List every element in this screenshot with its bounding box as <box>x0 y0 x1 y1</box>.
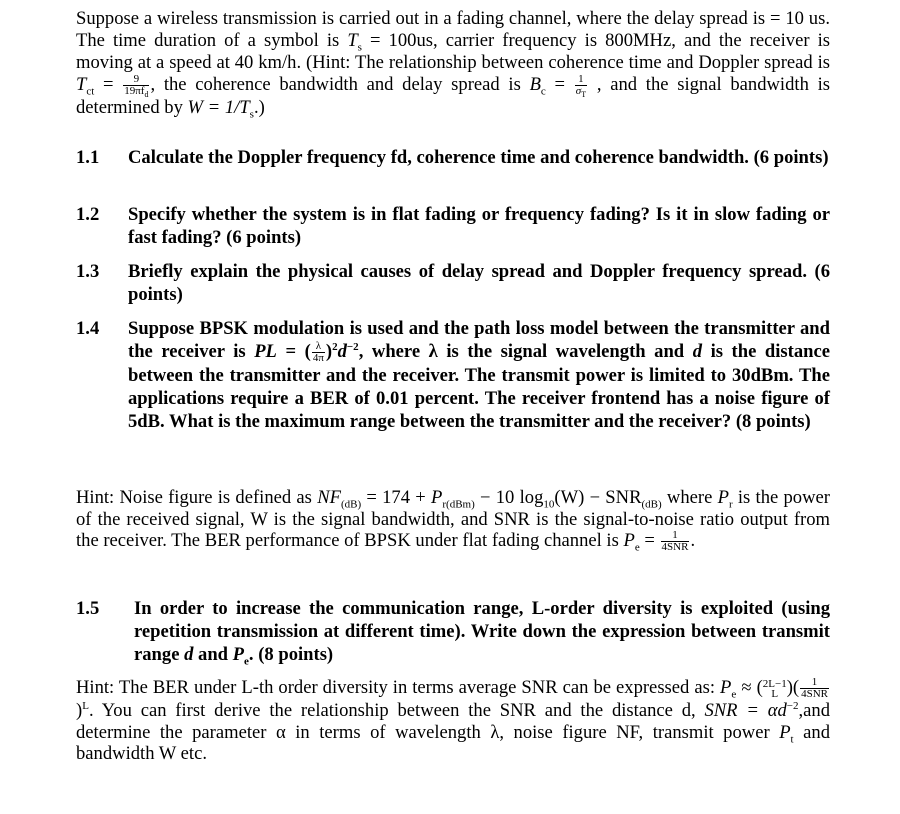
symbol-pr: P <box>431 487 443 508</box>
question-text <box>128 317 830 433</box>
symbol-pt: P <box>779 721 791 743</box>
equals-sign: = <box>94 74 123 95</box>
pl-exponent-2: −2 <box>346 340 359 353</box>
pathloss-fraction-num: λ <box>312 341 325 353</box>
hint1-prefix: Hint: Noise figure is defined as <box>76 487 318 508</box>
symbol-d: d <box>692 341 703 362</box>
fraction2-numerator: 1 <box>575 74 587 86</box>
symbol-pr-sub: r(dBm) <box>442 498 475 511</box>
symbol-pe-sub: e <box>634 541 640 554</box>
symbol-ts-sub: s <box>357 41 362 54</box>
symbol-pe-hint2: P <box>720 677 732 698</box>
symbol-ts-value: = 100us <box>361 30 433 51</box>
fraction2-denominator-sub: T <box>581 90 587 100</box>
question-number: 1.1 <box>76 147 100 168</box>
question-1-5 <box>76 597 830 666</box>
symbol-pe: P <box>623 530 635 551</box>
symbol-nf-sub: (dB) <box>340 498 362 511</box>
binomial-bottom: L <box>771 687 779 700</box>
symbol-pe-q15-sub: e <box>244 655 249 668</box>
symbol-bc: B <box>529 74 541 95</box>
hint1-log: − 10 log <box>474 487 544 508</box>
pl-rest: ) <box>325 341 333 362</box>
symbol-pr2: P <box>717 487 729 508</box>
symbol-pt-sub: t <box>790 733 794 746</box>
question-text <box>134 597 830 666</box>
hint-noise-figure <box>76 487 830 553</box>
question-1-1 <box>76 146 830 169</box>
symbol-w-eq: W = 1/T <box>187 97 250 119</box>
pl-exponent-1: 2 <box>332 340 338 353</box>
hint2-text-c: and bandwidth W etc. <box>76 721 830 765</box>
hint1-log-sub: 10 <box>543 498 555 511</box>
binomial-top: 2L−1 <box>762 677 787 690</box>
intro-text-2: , carrier frequency is 800MHz, and the receiver is moving at a speed at 40 km/h. (Hint: The relationship between coherence time and Doppler spread is <box>76 30 830 73</box>
symbol-pe-hint2-sub: e <box>731 688 737 701</box>
symbol-w-sub: s <box>249 108 254 121</box>
q15-text-c: . (8 points) <box>248 644 334 665</box>
approx-sign: ≈ <box>736 677 757 698</box>
symbol-d-pl: d <box>337 341 347 362</box>
equals-sign-2: = <box>545 74 574 95</box>
fraction-numerator: 9 <box>123 74 149 86</box>
binomial-coefficient <box>763 679 787 699</box>
hint1-rest: (W) − SNR <box>554 487 642 508</box>
snr-equation: SNR = αd <box>704 700 787 722</box>
coherence-bandwidth-fraction <box>575 73 587 100</box>
q15-text-b: and <box>193 644 233 665</box>
symbol-pl: PL <box>254 341 277 362</box>
symbol-bc-sub: c <box>540 85 546 98</box>
question-text: Briefly explain the physical causes of delay spread and Doppler frequency spread. (6 points) <box>128 261 830 305</box>
question-text: Specify whether the system is in flat fading or frequency fading? Is it in slow fading or fast fading? (6 points) <box>128 204 830 248</box>
ber-fraction-num: 1 <box>661 530 690 542</box>
intro-text-5: .) <box>253 97 265 119</box>
symbol-snr-sub: (dB) <box>641 498 662 511</box>
q15-text-a: In order to increase the communication range, L-order diversity is exploited (using repetition transmission at different time). Write down the expression between transmit range <box>134 598 830 665</box>
pathloss-fraction-den: 4π <box>312 352 324 365</box>
hint1-text-b: is the power of the received signal, W is the signal bandwidth, and SNR is the signal-to-noise ratio output from the receiver. The BER performance of BPSK under flat fading channel is <box>76 487 830 551</box>
hint2-prefix: Hint: The BER under L-th order diversity in terms average SNR can be expressed as: <box>76 677 721 698</box>
question-number: 1.2 <box>76 204 100 225</box>
hint2-text-b: ,and determine the parameter α in terms of wavelength λ, noise figure NF, transmit power <box>76 700 830 743</box>
intro-paragraph <box>76 8 830 119</box>
fraction2-denominator-main: σ <box>575 85 582 98</box>
hint1-end: . <box>690 530 696 551</box>
question-text: Calculate the Doppler frequency fd, coherence time and coherence bandwidth. (6 points) <box>128 147 829 168</box>
question-1-2 <box>76 203 830 249</box>
snr-exponent: −2 <box>786 700 799 713</box>
symbol-nf: NF <box>317 487 341 508</box>
hint1-text-a: where <box>661 487 718 508</box>
fraction-denominator-main: 19πf <box>124 85 145 98</box>
question-number: 1.3 <box>76 261 100 282</box>
diversity-fraction <box>800 677 829 700</box>
symbol-pe-q15: P <box>232 644 245 665</box>
symbol-d-q15: d <box>184 644 194 665</box>
question-1-3 <box>76 260 830 306</box>
ber-fraction-den: 4SNR <box>661 541 689 554</box>
diversity-fraction-den: 4SNR <box>801 688 828 701</box>
question-1-4 <box>76 317 830 433</box>
q14-text-a: Suppose BPSK modulation is used and the path loss model between the transmitter and the receiver is <box>128 318 830 362</box>
fraction2-denominator <box>575 85 587 100</box>
hint2-text-a: . You can first derive the relationship between the SNR and the distance d, <box>88 700 705 722</box>
diversity-fraction-num: 1 <box>800 677 829 689</box>
symbol-pr2-sub: r <box>728 498 733 511</box>
coherence-time-fraction <box>123 73 149 100</box>
intro-text-1: Suppose a wireless transmission is carried out in a fading channel, where the delay spread is = 10 us. The time duration of a symbol is <box>76 8 830 51</box>
question-number: 1.5 <box>76 598 100 619</box>
q14-text-b: , where λ is the signal wavelength and <box>358 341 693 362</box>
hint1-eq2: = <box>639 530 660 551</box>
pathloss-fraction <box>312 341 325 364</box>
ber-fraction <box>661 530 690 553</box>
intro-text-3: , the coherence bandwidth and delay spread is <box>150 74 530 95</box>
symbol-tct-sub: ct <box>86 85 95 98</box>
pl-equals: = ( <box>276 341 311 362</box>
hint1-eq: = 174 + <box>361 487 432 508</box>
symbol-ts: T <box>347 30 358 51</box>
intro-text-4: , and the signal bandwidth is determined by <box>76 74 830 119</box>
diversity-exponent: L <box>82 700 89 713</box>
hint-diversity: Hint: The BER under L-th order diversity in terms average SNR can be expressed as: $P_e$ ≈ ( 2L−1 L )( $\frac{1}{\text{4SNR}}$ )$^L$. You can first derive the relationship between the SNR and the distance d, SNR = $\alpha d^{-2},and$ determine the parameter α in terms of wavelength λ, noise figure NF, transmit power $P_t$ and bandwidth W etc. <box>76 676 830 765</box>
q14-text-c: is the distance between the transmitter and the receiver. The transmit power is limited to 30dBm. The applications require a BER of 0.01 percent. The receiver frontend has a noise figure of 5dB. What is the maximum range between the transmitter and the receiver? (8 points) <box>128 341 830 433</box>
symbol-tct: T <box>76 74 87 95</box>
question-number: 1.4 <box>76 318 100 339</box>
fraction-denominator-sub: d <box>144 90 149 100</box>
fraction-denominator <box>123 85 149 100</box>
